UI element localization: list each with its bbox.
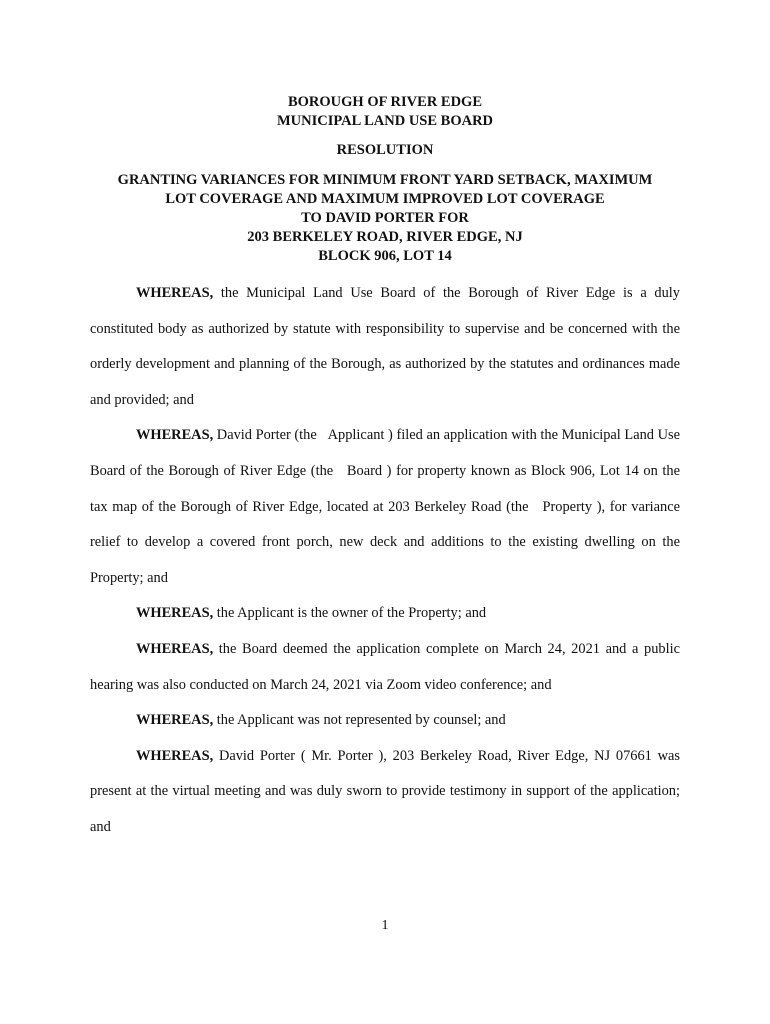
resolution-label-block bbox=[60, 141, 710, 160]
resolution-title bbox=[60, 171, 710, 266]
whereas-keyword: WHEREAS, bbox=[136, 427, 214, 444]
paragraph-text: David Porter (the Applicant ) filed an application with the Municipal Land Use Board of the Borough of River Edge (the Board ) for property known as Block 906, Lot 14 on the tax map of the Borough of River Edge, located at 203 Berkeley Road (the Property ), for variance relief to develop a covered front porch, new deck and additions to the existing dwelling on the Property; and bbox=[90, 427, 680, 586]
whereas-keyword: WHEREAS, bbox=[136, 640, 214, 657]
title-line-4: 203 BERKELEY ROAD, RIVER EDGE, NJ bbox=[247, 229, 523, 245]
resolution-body bbox=[90, 276, 680, 846]
whereas-paragraph bbox=[90, 739, 680, 846]
title-line-5: BLOCK 906, LOT 14 bbox=[318, 248, 452, 264]
whereas-paragraph bbox=[90, 276, 680, 418]
title-line-2: LOT COVERAGE AND MAXIMUM IMPROVED LOT COVERAGE bbox=[165, 191, 605, 207]
paragraph-text: David Porter ( Mr. Porter ), 203 Berkeley Road, River Edge, NJ 07661 was present at the virtual meeting and was duly sworn to provide testimony in support of the application; and bbox=[90, 747, 680, 835]
whereas-paragraph bbox=[90, 596, 680, 632]
paragraph-text: the Municipal Land Use Board of the Borough of River Edge is a duly constituted body as authorized by statute with responsibility to supervise and be concerned with the orderly development and planning of the Borough, as authorized by the statutes and ordinances made and provided; and bbox=[90, 285, 680, 408]
whereas-keyword: WHEREAS, bbox=[136, 712, 214, 729]
whereas-paragraph bbox=[90, 418, 680, 596]
whereas-paragraph bbox=[90, 632, 680, 703]
whereas-keyword: WHEREAS, bbox=[136, 747, 214, 764]
title-line-1: GRANTING VARIANCES FOR MINIMUM FRONT YARD SETBACK, MAXIMUM bbox=[117, 172, 653, 188]
resolution-label: RESOLUTION bbox=[336, 142, 434, 158]
whereas-keyword: WHEREAS, bbox=[136, 605, 214, 622]
paragraph-text: the Applicant was not represented by counsel; and bbox=[213, 712, 506, 729]
board-name: MUNICIPAL LAND USE BOARD bbox=[276, 113, 494, 129]
borough-name: BOROUGH OF RIVER EDGE bbox=[287, 94, 483, 110]
paragraph-text: the Board deemed the application complete on March 24, 2021 and a public hearing was also conducted on March 24, 2021 via Zoom video conference; and bbox=[90, 640, 680, 693]
paragraph-text: the Applicant is the owner of the Property; and bbox=[213, 605, 487, 622]
title-line-3: TO DAVID PORTER FOR bbox=[301, 210, 469, 226]
whereas-keyword: WHEREAS, bbox=[136, 285, 214, 301]
document-header bbox=[60, 93, 710, 131]
whereas-paragraph bbox=[90, 703, 680, 739]
page-number: 1 bbox=[381, 918, 389, 933]
